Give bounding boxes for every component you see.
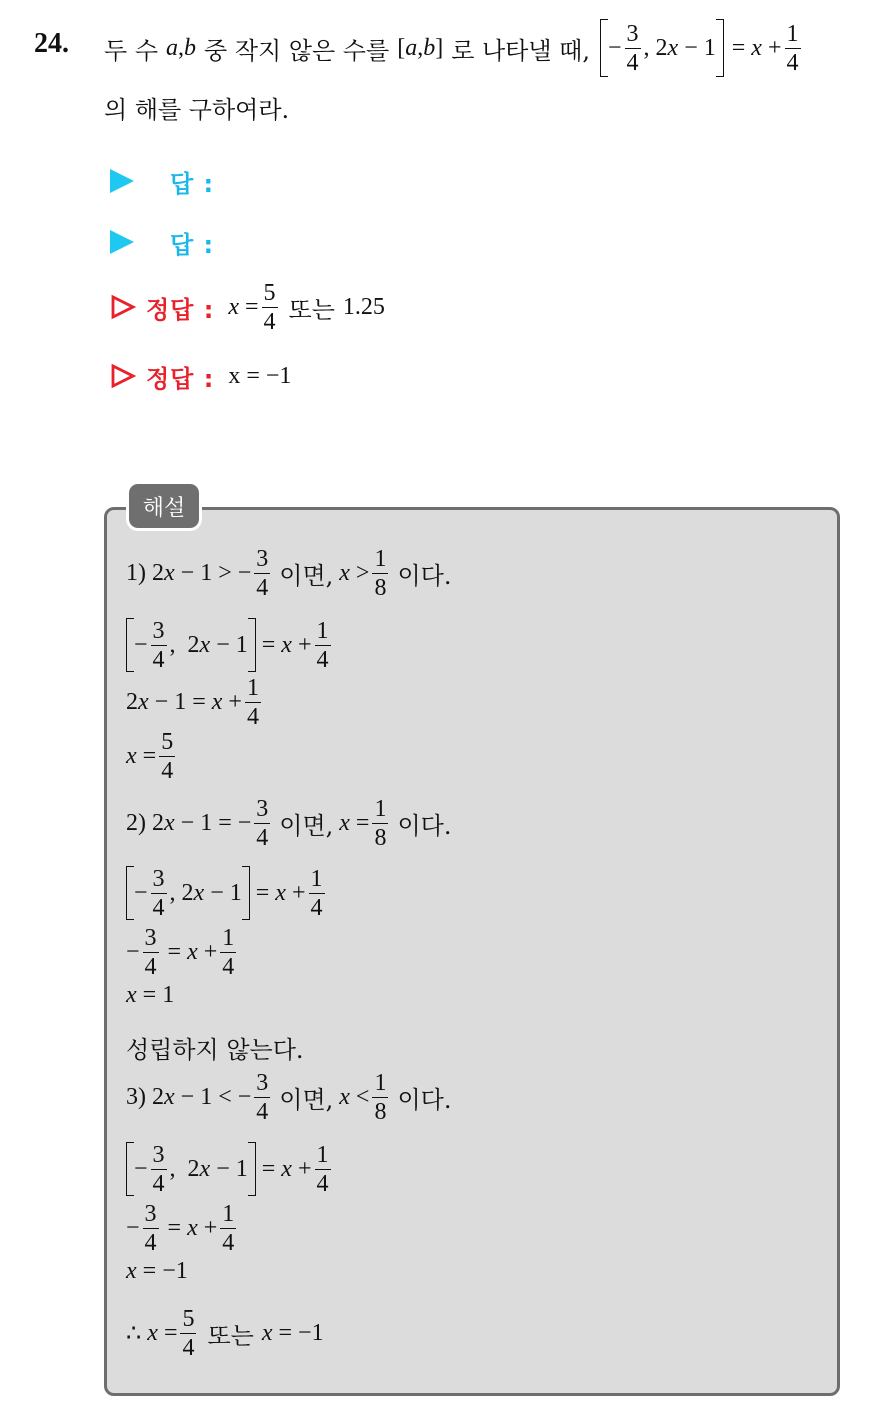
case1-equation: − $\frac{3}{4}$ , 2 x − 1 = x + $\frac{1}{4}$ — [126, 614, 334, 676]
question-equation: − $\frac{3}{4}$ , 2x − 1 = x + $\frac{1}{4}$ — [600, 19, 804, 77]
case1-result: x = $\frac{5}{4}$ — [126, 728, 174, 784]
answer-row-1 — [110, 157, 214, 205]
question-vars: a,b — [166, 34, 196, 61]
correct-answer-row-1 — [110, 281, 385, 333]
answer-row-2 — [110, 218, 214, 266]
outline-triangle-icon — [110, 363, 136, 389]
play-marker-icon — [110, 169, 134, 193]
question-text-b: 중 작지 않은 수를 — [204, 36, 390, 65]
case3-equation: − $\frac{3}{4}$ , 2 x − 1 = x + $\frac{1}{4}$ — [126, 1138, 334, 1200]
conclusion: ∴ x = $\frac{5}{4}$ 또는 x = −1 — [126, 1305, 324, 1361]
answer-label: 답 : — [170, 169, 215, 198]
case2-equation: − $\frac{3}{4}$ , 2 x − 1 = x + $\frac{1}{4}$ — [126, 862, 328, 924]
question-text-c: 로 나타낼 때, — [451, 36, 590, 65]
correct-answer-label: 정답 : — [146, 295, 215, 324]
correct-answer-1: x = $\frac{5}{4}$ — [228, 279, 276, 335]
question-number: 24. — [34, 28, 69, 59]
answer-label: 답 : — [170, 230, 215, 259]
question-notation: [a,b] — [397, 34, 444, 61]
question-text-a: 두 수 — [104, 36, 158, 65]
case2-condition: 2) 2 x − 1 = − $\frac{3}{4}$ 이면, x = $\frac{1}{8}$ 이다. — [126, 795, 452, 851]
case2-result: x = 1 — [126, 982, 175, 1008]
correct-answer-2: x = −1 — [228, 362, 292, 389]
correct-answer-label: 정답 : — [146, 364, 215, 393]
not-hold-text: 성립하지 않는다. — [126, 1036, 304, 1064]
question-line-1 — [104, 14, 804, 82]
question-line-2: 의 해를 구하여라. — [104, 96, 290, 124]
or-text: 또는 — [288, 295, 335, 324]
decimal-answer: 1.25 — [342, 293, 385, 320]
play-marker-icon — [110, 230, 134, 254]
case1-step: 2 x − 1 = x + $\frac{1}{4}$ — [126, 674, 259, 730]
case1-condition: 1) 2 x − 1 > − $\frac{3}{4}$ 이면, x > $\frac{1}{8}$ 이다. — [126, 545, 452, 601]
case3-step: − $\frac{3}{4}$ = x + $\frac{1}{4}$ — [126, 1200, 235, 1256]
solution-tag: 해설 — [129, 484, 199, 528]
case3-condition: 3) 2 x − 1 < − $\frac{3}{4}$ 이면, x < $\frac{1}{8}$ 이다. — [126, 1069, 452, 1125]
outline-triangle-icon — [110, 294, 136, 320]
correct-answer-row-2 — [110, 352, 291, 400]
case3-result: x = −1 — [126, 1258, 188, 1284]
case2-step: − $\frac{3}{4}$ = x + $\frac{1}{4}$ — [126, 924, 235, 980]
